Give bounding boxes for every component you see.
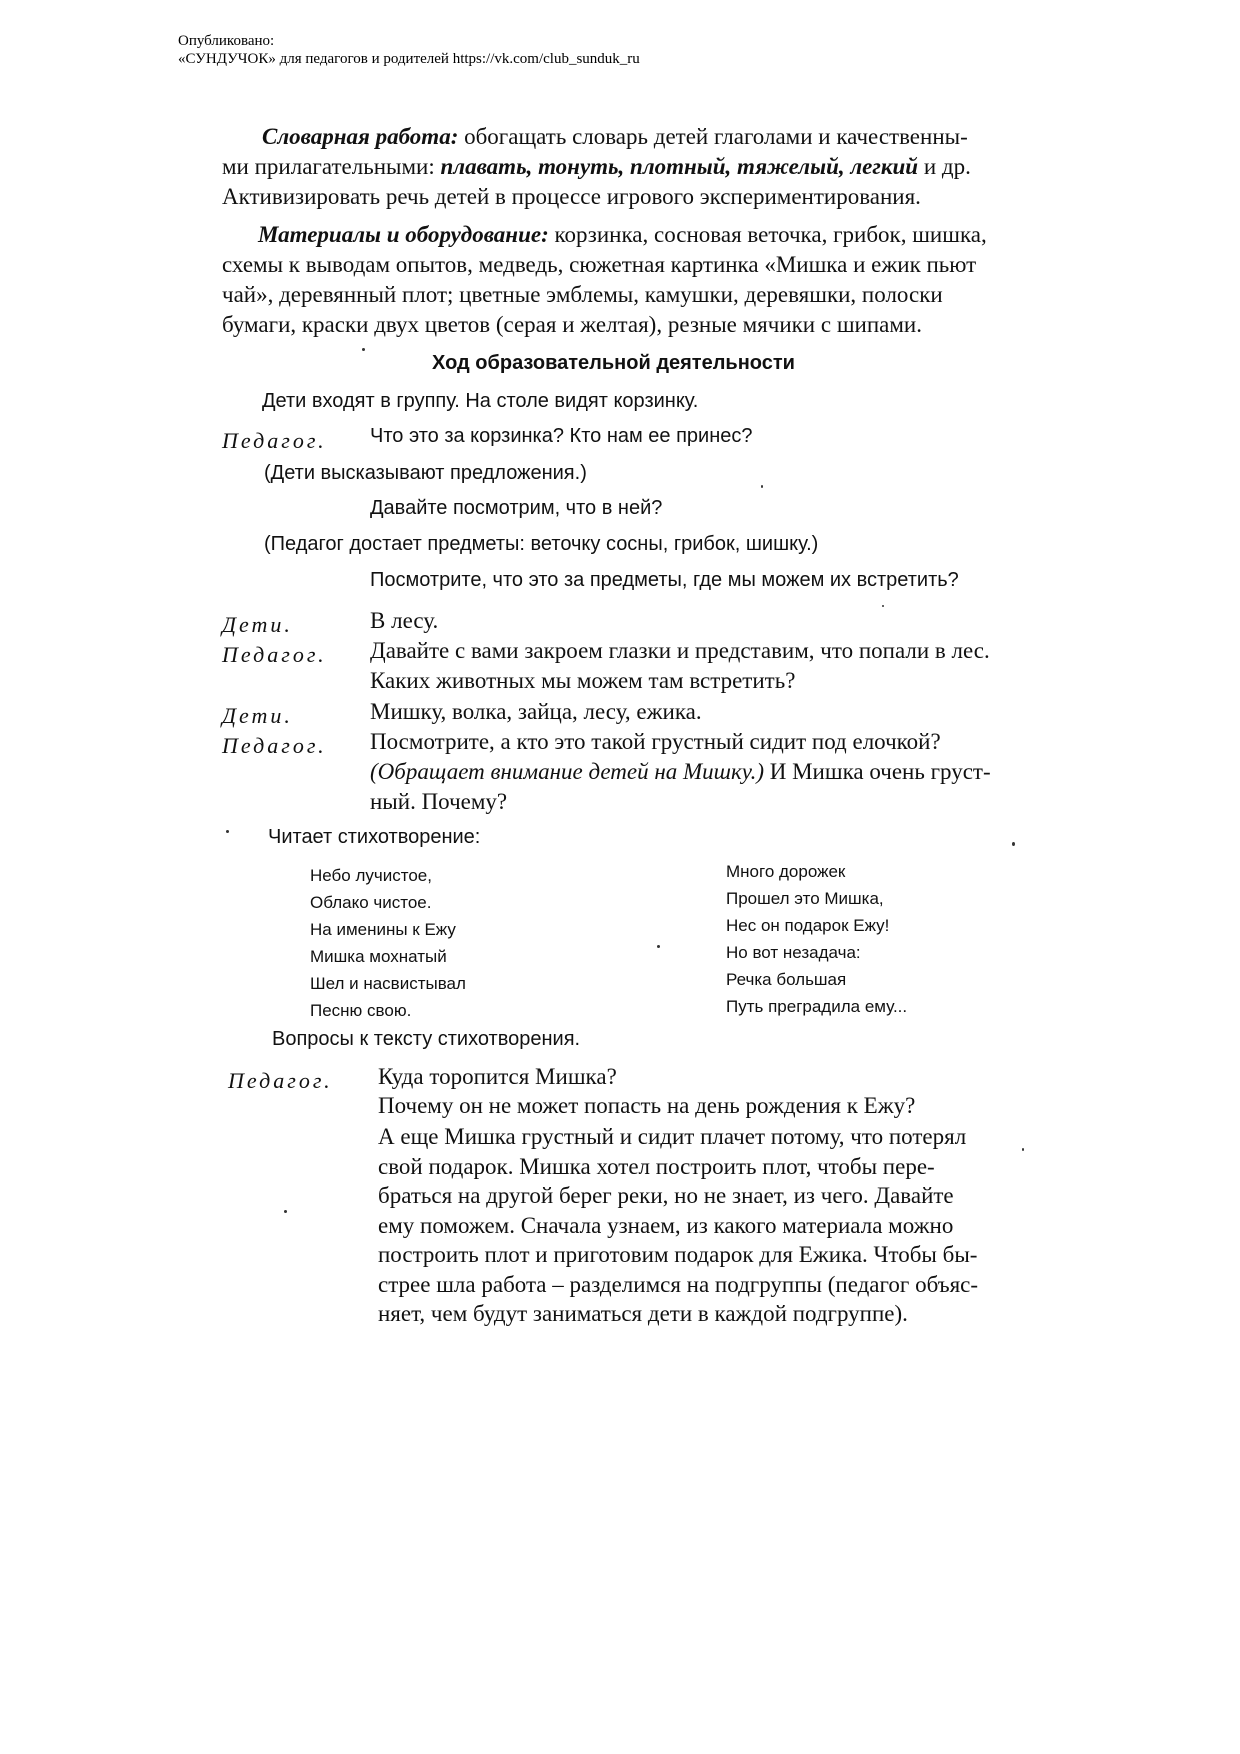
paragraph-line: А еще Мишка грустный и сидит плачет потому, что потерял bbox=[378, 1124, 967, 1149]
teacher-line: Посмотрите, что это за предметы, где мы можем их встретить? bbox=[370, 569, 959, 591]
vocab-line-1 bbox=[262, 124, 968, 150]
speaker-teacher: Педагог. bbox=[222, 642, 327, 667]
published-label: Опубликовано: bbox=[178, 33, 275, 49]
stage-direction: (Дети высказывают предложения.) bbox=[264, 462, 587, 484]
poem-line: На именины к Ежу bbox=[310, 920, 456, 939]
scan-speck bbox=[226, 830, 229, 833]
scan-speck bbox=[1012, 842, 1015, 846]
teacher-paragraph bbox=[378, 1122, 978, 1329]
vocab-line-3: Активизировать речь детей в процессе игрового экспериментирования. bbox=[222, 184, 921, 209]
paragraph-line: построить плот и приготовим подарок для Ежика. Чтобы бы- bbox=[378, 1242, 978, 1267]
stage-direction: (Педагог достает предметы: веточку сосны, грибок, шишку.) bbox=[264, 533, 819, 555]
teacher-line: Давайте посмотрим, что в ней? bbox=[370, 497, 663, 519]
teacher-line: Давайте с вами закроем глазки и представим, что попали в лес. bbox=[370, 638, 990, 663]
vocab-line-2-end: и др. bbox=[918, 154, 971, 179]
scan-speck bbox=[657, 945, 660, 948]
children-line: В лесу. bbox=[370, 608, 439, 633]
poem-line: Много дорожек bbox=[726, 862, 846, 881]
materials-label: Материалы и оборудование: bbox=[258, 222, 549, 247]
intro-text: Дети входят в группу. На столе видят корзинку. bbox=[262, 390, 699, 412]
vocab-text: обогащать словарь детей глаголами и качественны- bbox=[458, 124, 968, 149]
vocab-label: Словарная работа: bbox=[262, 124, 459, 149]
materials-line-4: бумаги, краски двух цветов (серая и желтая), резные мячики с шипами. bbox=[222, 312, 922, 337]
section-heading: Ход образовательной деятельности bbox=[432, 352, 795, 374]
materials-text: корзинка, сосновая веточка, грибок, шишка, bbox=[548, 222, 987, 247]
vocab-line-2 bbox=[222, 154, 971, 180]
poem-line: Речка большая bbox=[726, 970, 847, 989]
poem-line: Облако чистое. bbox=[310, 893, 432, 912]
scan-speck bbox=[761, 485, 763, 488]
teacher-line: ный. Почему? bbox=[370, 789, 508, 814]
questions-intro: Вопросы к тексту стихотворения. bbox=[272, 1028, 581, 1050]
materials-line-3: чай», деревянный плот; цветные эмблемы, камушки, деревяшки, полоски bbox=[222, 282, 943, 307]
teacher-line: Что это за корзинка? Кто нам ее принес? bbox=[370, 425, 753, 447]
children-line: Мишку, волка, зайца, лесу, ежика. bbox=[370, 699, 702, 724]
paragraph-line: браться на другой берег реки, но не знает, из чего. Давайте bbox=[378, 1183, 954, 1208]
vocab-line-2-start: ми прилагательными: bbox=[222, 154, 441, 179]
paragraph-line: стрее шла работа – разделимся на подгруппы (педагог объяс- bbox=[378, 1271, 979, 1297]
poem-left-column bbox=[310, 862, 466, 1024]
vocab-verbs: плавать, тонуть, плотный, тяжелый, легкий bbox=[440, 154, 919, 179]
materials-line-1 bbox=[258, 222, 987, 248]
materials-line-2: схемы к выводам опытов, медведь, сюжетная картинка «Мишка и ежик пьют bbox=[222, 252, 977, 277]
poem-line: Шел и насвистывал bbox=[310, 974, 466, 993]
teacher-line: Куда торопится Мишка? bbox=[378, 1064, 617, 1089]
teacher-line: Каких животных мы можем там встретить? bbox=[370, 668, 796, 693]
speaker-teacher: Педагог. bbox=[222, 428, 327, 453]
scan-speck bbox=[1022, 1148, 1024, 1151]
scan-speck bbox=[882, 605, 884, 607]
published-source: «СУНДУЧОК» для педагогов и родителей https://vk.com/club_sunduk_ru bbox=[178, 51, 640, 67]
poem-line: Песню свою. bbox=[310, 1001, 412, 1020]
poem-right-column bbox=[726, 858, 907, 1020]
poem-line: Небо лучистое, bbox=[310, 866, 432, 885]
teacher-line-end: И Мишка очень груст- bbox=[763, 759, 991, 784]
scan-speck bbox=[362, 348, 365, 351]
paragraph-line: няет, чем будут заниматься дети в каждой подгруппе). bbox=[378, 1301, 908, 1326]
paragraph-line: ему поможем. Сначала узнаем, из какого материала можно bbox=[378, 1212, 954, 1238]
speaker-teacher: Педагог. bbox=[222, 733, 327, 758]
paragraph-line: свой подарок. Мишка хотел построить плот, чтобы пере- bbox=[378, 1153, 935, 1179]
poem-line: Мишка мохнатый bbox=[310, 947, 447, 966]
teacher-line: Почему он не может попасть на день рождения к Ежу? bbox=[378, 1093, 916, 1118]
speaker-children: Дети. bbox=[222, 612, 293, 637]
scan-speck bbox=[284, 1210, 287, 1213]
stage-direction-inline: (Обращает внимание детей на Мишку.) bbox=[370, 759, 764, 784]
speaker-children: Дети. bbox=[222, 703, 293, 728]
speaker-teacher: Педагог. bbox=[228, 1068, 333, 1093]
teacher-line: Посмотрите, а кто это такой грустный сидит под елочкой? bbox=[370, 729, 941, 754]
reads-poem: Читает стихотворение: bbox=[268, 826, 481, 848]
poem-line: Нес он подарок Ежу! bbox=[726, 916, 890, 935]
poem-line: Путь преградила ему... bbox=[726, 997, 908, 1016]
poem-line: Прошел это Мишка, bbox=[726, 889, 884, 908]
teacher-line bbox=[370, 759, 991, 785]
poem-line: Но вот незадача: bbox=[726, 943, 861, 962]
